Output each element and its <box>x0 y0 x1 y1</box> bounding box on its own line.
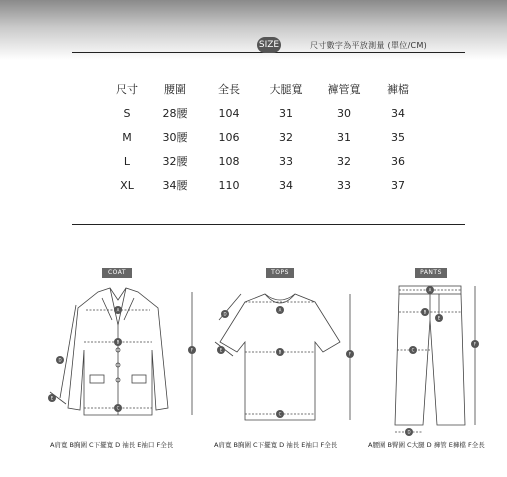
table-row <box>105 125 423 149</box>
tops-diagram <box>205 280 365 435</box>
measurement-note: 尺寸數字為平放測量 (單位/CM) <box>310 41 428 50</box>
table-cell: 34 <box>279 178 293 192</box>
svg-text:F: F <box>473 341 477 347</box>
table-cell: 110 <box>218 178 240 192</box>
tops-markers <box>217 306 354 418</box>
table-cell: 33 <box>279 154 293 168</box>
table-header: 全長 <box>218 83 240 96</box>
table-cell: 34 <box>391 106 405 120</box>
svg-text:D: D <box>407 429 411 435</box>
svg-text:B: B <box>278 349 282 355</box>
pants-legend: A腰圍 B臀圍 C大腿 D 褲管 E褲檔 F全長 <box>368 441 485 449</box>
coat-markers <box>48 306 196 412</box>
size-table <box>105 77 423 197</box>
svg-text:B: B <box>423 309 427 315</box>
table-cell: 106 <box>218 130 240 144</box>
pants-markers <box>405 286 479 436</box>
table-cell: 28腰 <box>162 107 188 120</box>
table-cell: 36 <box>391 154 405 168</box>
table-cell: L <box>123 154 131 168</box>
tops-legend: A肩寬 B胸圍 C下擺寬 D 袖長 E袖口 F全長 <box>214 441 338 449</box>
table-cell: 104 <box>218 106 240 120</box>
svg-text:C: C <box>411 347 415 353</box>
table-cell: XL <box>120 178 134 192</box>
table-cell: 31 <box>279 106 293 120</box>
table-cell: 33 <box>337 178 351 192</box>
table-header: 腰圍 <box>164 83 186 96</box>
svg-text:E: E <box>437 315 441 321</box>
table-cell: 34腰 <box>162 179 188 192</box>
svg-text:C: C <box>116 405 120 411</box>
table-cell: 32腰 <box>162 155 188 168</box>
svg-text:E: E <box>50 395 54 401</box>
pants-diagram <box>385 280 500 435</box>
svg-text:A: A <box>116 307 120 313</box>
coat-label: COAT <box>102 268 132 278</box>
size-badge: SIZE <box>257 37 281 53</box>
table-cell: 30腰 <box>162 131 188 144</box>
table-header: 褲檔 <box>387 83 409 96</box>
svg-text:F: F <box>190 347 194 353</box>
table-header: 褲管寬 <box>327 83 361 96</box>
svg-text:B: B <box>116 339 120 345</box>
pants-label: PANTS <box>415 268 447 278</box>
table-header: 尺寸 <box>116 83 138 96</box>
svg-text:D: D <box>223 311 227 317</box>
svg-text:D: D <box>58 357 62 363</box>
table-cell: 32 <box>279 130 293 144</box>
table-cell: 35 <box>391 130 405 144</box>
table-row <box>105 149 423 173</box>
svg-text:A: A <box>428 287 432 293</box>
coat-legend: A肩寬 B胸圍 C下擺寬 D 袖長 E袖口 F全長 <box>50 441 174 449</box>
table-row <box>105 101 423 125</box>
svg-text:E: E <box>219 347 223 353</box>
coat-diagram <box>40 280 200 435</box>
table-cell: 37 <box>391 178 405 192</box>
table-cell: 32 <box>337 154 351 168</box>
header-gradient <box>0 0 507 60</box>
table-cell: 31 <box>337 130 351 144</box>
tops-label: TOPS <box>266 268 294 278</box>
table-row <box>105 173 423 197</box>
table-header: 大腿寬 <box>269 83 303 96</box>
table-cell: M <box>122 130 132 144</box>
table-header-row <box>105 77 423 101</box>
table-cell: S <box>123 106 131 120</box>
table-cell: 108 <box>218 154 240 168</box>
table-bottom-rule <box>72 224 465 225</box>
svg-text:A: A <box>278 307 282 313</box>
svg-text:C: C <box>278 411 282 417</box>
table-cell: 30 <box>337 106 351 120</box>
svg-text:F: F <box>348 351 352 357</box>
